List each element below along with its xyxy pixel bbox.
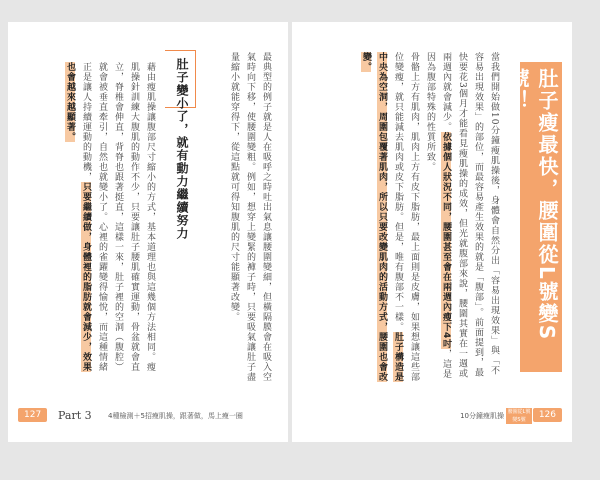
left-page <box>8 22 288 442</box>
right-paragraph-2-highlight: 肚子構造是中央為空洞，周圍包覆著肌肉，所以只要改變肌肉的活動方式，腰圍也會改變。 <box>361 52 403 382</box>
chapter-tab: 腰圍從L號變S號 <box>507 409 531 423</box>
right-paragraph-1-pre: 當我們開始做10分鐘瘦肌操後，身體會自然分出「容易出現效果」與「不容易出現效果」的部位，而最容易產生效果的就是「腹部」。前面提到，最快要花3個月才能看見瘦肌操的成效，但光就腹部來說，腰圍其實在一週或兩週內就會減少。 <box>441 52 499 379</box>
right-page <box>292 22 572 442</box>
left-paragraph-2-text: 藉由瘦肌操讓腹部尺寸縮小的方式，基本道理也與這幾個方法相同。瘦肌操針訓練大腹肌的動作不少，只要讓肚子腰肌確實運動，骨盆就會直立，脊椎會伸直，背脊也跟著挺直，這樣一來，肚子裡的空洞（腹腔）就會被垂直牽引，自然也就變小了。心裡的雀躍變得愉悅，而這種情緒正是讓人持續運動的動機， <box>81 62 155 372</box>
right-body <box>302 52 502 382</box>
left-page-number: 127 <box>18 408 47 422</box>
chapter-title: 肚子瘦最快，腰圍從L號變S號！ <box>520 62 562 372</box>
section-heading-text: 肚子變小了，就有動力繼續努力 <box>175 58 189 240</box>
right-footer <box>292 408 562 426</box>
left-paragraph-2-highlight: 只要繼續做，身體裡的脂肪就會減少，效果也會越來越顯著。 <box>65 62 91 372</box>
part-label: Part 3 <box>58 409 92 422</box>
right-paragraph-1-post: ，這是因為腹部特殊的性質所致。 <box>425 52 451 380</box>
left-footer <box>18 408 288 426</box>
left-paragraph-1: 最典型的例子就是人在吸呼之時吐出氣息讓腰圍變細，但橫隔膜會在吸入空氣時向下移，使腰圍變粗。例如，想穿上變緊的褲子時，只要吸氣讓肚子盡量縮小就能穿得下，從這點就可得知腹肌的尺寸能顯著改變。 <box>229 52 271 382</box>
right-page-number: 126 <box>533 408 562 422</box>
chapter-label: 10分鐘瘦肌操 <box>460 412 504 420</box>
right-paragraph-1-highlight: 依據個人狀況不同，腰圍甚至會在兩週內瘦下4吋 <box>441 132 451 350</box>
right-paragraph-2-pre: 骨骼上方有肌肉，肌肉上方有皮下脂肪，最上面則是皮膚，如果想讓這些部位變瘦，就只能減去肌肉或皮下脂肪。但是，唯有腹部不一樣。 <box>393 52 419 382</box>
section-heading <box>166 50 196 350</box>
left-paragraph-2 <box>18 62 158 380</box>
part-subtitle: 4種檢測＋5招瘦肌操，跟著做，馬上瘦一圈 <box>108 412 243 420</box>
